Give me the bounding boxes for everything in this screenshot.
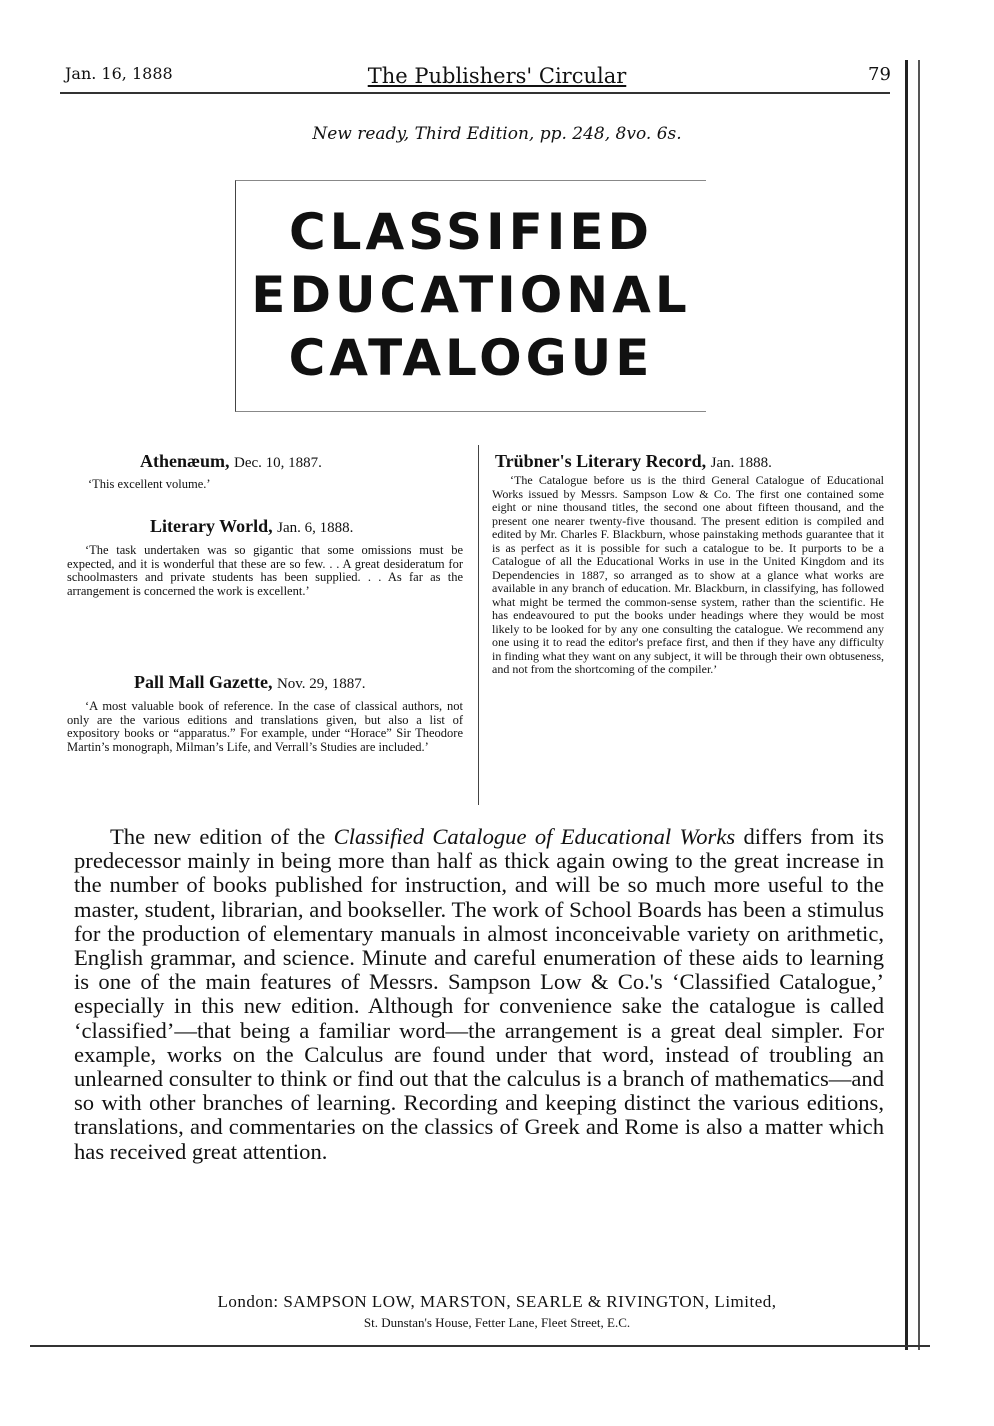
body-paragraph: [74, 825, 884, 1164]
review-source: Literary World,: [150, 516, 273, 536]
border-rule-right: [905, 60, 908, 1350]
body-title-italic: Classified Catalogue of Educational Works: [333, 824, 736, 849]
header-date: Jan. 16, 1888: [65, 64, 173, 83]
review-heading-literary-world: [150, 516, 353, 537]
publisher-address: St. Dunstan's House, Fetter Lane, Fleet Street, E.C.: [363, 1315, 631, 1330]
page-number: 79: [868, 64, 891, 85]
column-divider: [478, 445, 479, 805]
edition-note: New ready, Third Edition, pp. 248, 8vo. 6s.: [312, 124, 682, 144]
review-heading-pall-mall: [134, 672, 366, 693]
review-quote-literary-world: ‘The task undertaken was so gigantic that some omissions must be expected, and it is wonderful that these are so few. . . A great desideratum for schoolmasters and private students has been supplied. . . As far as the arrangement is concerned the work is excellent.’: [67, 543, 463, 598]
title-line-2: EDUCATIONAL: [251, 266, 691, 324]
review-quote-athenaeum: ‘This excellent volume.’: [88, 477, 211, 491]
border-rule-right-inner: [918, 60, 920, 1350]
border-rule-bottom: [30, 1345, 930, 1347]
header-rule: [60, 92, 890, 94]
publisher-line: London: SAMPSON LOW, MARSTON, SEARLE & RIVINGTON, Limited,: [217, 1292, 777, 1311]
review-date: Dec. 10, 1887.: [234, 455, 322, 471]
catalogue-title-box: [235, 180, 706, 412]
review-heading-athenaeum: [140, 451, 322, 472]
review-source: Athenæum,: [140, 451, 230, 471]
body-lead: The new edition of the: [110, 824, 334, 849]
review-source: Pall Mall Gazette,: [134, 672, 273, 692]
review-date: Nov. 29, 1887.: [276, 676, 366, 692]
header-title: The Publishers' Circular: [367, 64, 627, 88]
body-rest: differs from its predecessor mainly in being more than half as thick again owing to the great increase in the number of books published for instruction, and will be so much more useful to the master, student, librarian, and bookseller. The work of School Boards has been a stimulus for the production of elementary manuals in almost inconceivable variety on arithmetic, English grammar, and science. Minute and careful enumeration of these aids to learning is one of the main features of Messrs. Sampson Low & Co.'s ‘Classified Catalogue,’ especially in this new edition. Although for convenience sake the catalogue is called ‘classified’—that being a familiar word—the arrangement is a great deal simpler. For example, works on the Calculus are found under that word, instead of troubling an unlearned consulter to think or find out that the calculus is a branch of mathematics—and so with other branches of learning. Recording and keeping distinct the various editions, translations, and commentaries on the classics of Greek and Rome is also a matter which has received great attention.: [74, 824, 885, 1164]
review-date: Jan. 6, 1888.: [277, 520, 354, 536]
review-source: Trübner's Literary Record,: [495, 451, 707, 471]
review-quote-pall-mall: ‘A most valuable book of reference. In the case of classical authors, not only are the various editions and translations given, but also a list of expository books or “apparatus.” For example, under “Horace” Sir Theodore Martin’s monograph, Milman’s Life, and Verrall’s Studies are included.’: [67, 699, 463, 754]
title-line-1: CLASSIFIED: [288, 203, 654, 261]
review-date: Jan. 1888.: [710, 455, 772, 471]
review-heading-trubner: [495, 451, 772, 472]
review-quote-trubner: ‘The Catalogue before us is the third General Catalogue of Educational Works issued by Messrs. Sampson Low & Co. The first one contained some eight or nine thousand titles, the second one about fifteen thousand, and the present one nearer twenty-five thousand. The present edition is compiled and edited by Mr. Charles F. Blackburn, whose painstaking methods guarantee that it is as perfect as it is possible for such a catalogue to be. It purports to be a Catalogue of all the Educational Works in use in the United Kingdom and its Dependencies in 1887, so arranged as to show at a glance what works are available in any branch of education. Mr. Blackburn, in classifying, has followed what might be termed the common-sense system, rather than the scientific. He has endeavoured to put the books under headings where they would be most likely to be looked for by any one consulting the catalogue. We recommend any one using it to read the editor's preface first, and then if they have any difficulty in finding what they want on any subject, it will be through their own obtuseness, and not from the shortcoming of the compiler.’: [492, 473, 884, 676]
title-line-3: CATALOGUE: [288, 329, 654, 387]
